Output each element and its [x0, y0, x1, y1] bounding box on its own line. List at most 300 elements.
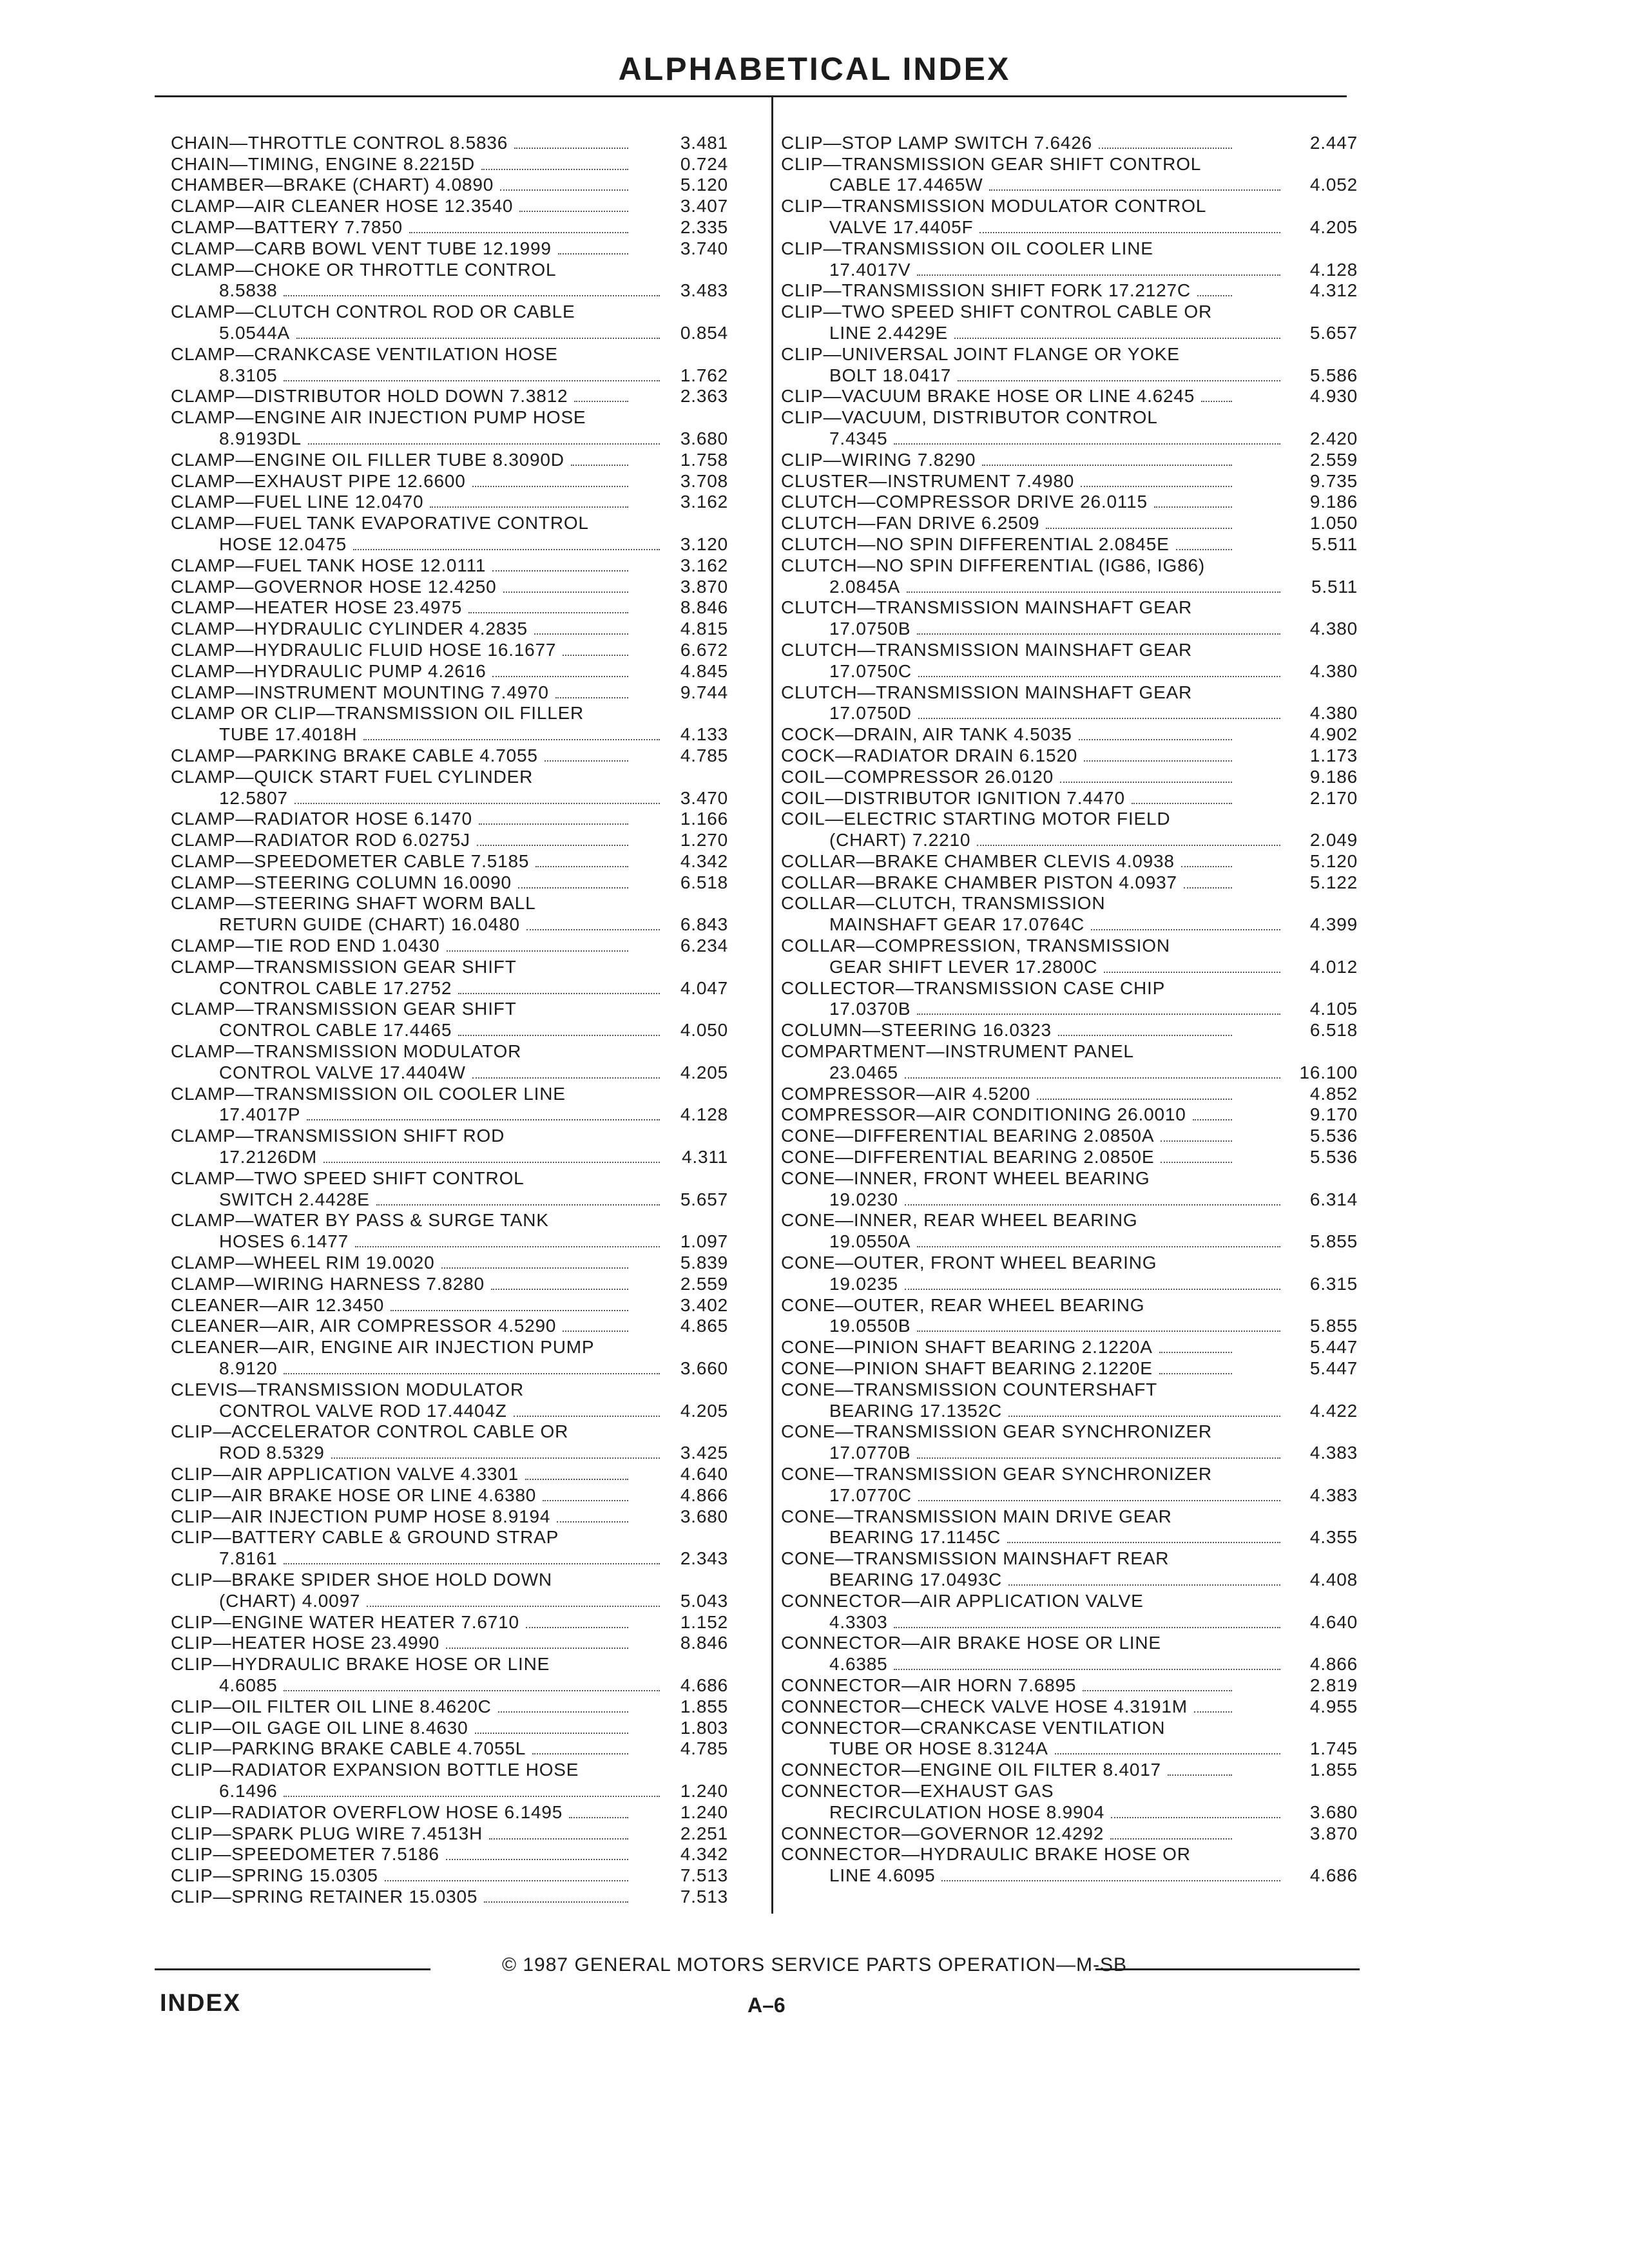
dot-leader	[514, 148, 628, 149]
index-entry	[171, 1822, 764, 1843]
index-entry-text-group	[171, 1866, 633, 1885]
dot-leader	[284, 1690, 660, 1691]
index-entry	[781, 1822, 1360, 1843]
dot-leader	[543, 1500, 628, 1501]
index-entry	[781, 702, 1360, 724]
index-entry-page-ref: 5.043	[680, 1590, 728, 1611]
index-entry-text: CONE—INNER, REAR WHEEL BEARING	[781, 1210, 1138, 1231]
index-entry-page-ref: 8.846	[680, 597, 728, 618]
index-entry	[171, 1590, 764, 1611]
index-entry-page-ref: 4.205	[680, 1062, 728, 1082]
index-entry-page-ref: 4.640	[1309, 1611, 1358, 1632]
index-entry-text: CLUTCH—TRANSMISSION MAINSHAFT GEAR	[781, 682, 1193, 702]
index-entry-text: CLAMP—FUEL TANK HOSE 12.0111	[171, 555, 487, 575]
index-entry-text-group	[781, 133, 1237, 153]
index-entry-text: BOLT 18.0417	[829, 365, 952, 385]
index-entry-text-group	[781, 1422, 1237, 1441]
index-entry	[781, 491, 1360, 512]
index-entry-text-group	[171, 1274, 633, 1294]
index-entry-page-ref: 2.049	[1309, 830, 1358, 850]
index-entry	[171, 554, 764, 575]
dot-leader	[500, 189, 628, 191]
index-entry-text: CLAMP OR CLIP—TRANSMISSION OIL FILLER	[171, 703, 584, 724]
index-entry-page-ref: 4.902	[1309, 724, 1358, 745]
index-entry-text-group	[171, 1782, 665, 1801]
index-entry-text-group	[171, 1211, 633, 1230]
index-entry-text: CONE—DIFFERENTIAL BEARING 2.0850E	[781, 1147, 1155, 1168]
index-entry-text-group	[171, 1824, 633, 1843]
index-entry-text-group	[781, 704, 1286, 723]
index-entry	[781, 343, 1360, 364]
index-entry-text-group	[171, 1232, 665, 1251]
index-entry	[171, 1357, 764, 1378]
index-entry-page-ref: 4.012	[1309, 956, 1358, 977]
index-entry-page-ref: 2.819	[1309, 1675, 1358, 1695]
index-entry	[781, 1695, 1360, 1716]
index-entry	[171, 533, 764, 554]
index-entry-page-ref: 9.735	[1309, 470, 1358, 491]
index-entry-page-ref: 4.205	[1309, 216, 1358, 237]
index-entry-text: CLAMP—INSTRUMENT MOUNTING 7.4970	[171, 682, 549, 702]
index-entry-text: CONNECTOR—CHECK VALVE HOSE 4.3191M	[781, 1696, 1188, 1716]
index-entry-text-group	[781, 1190, 1286, 1209]
dot-leader	[1201, 401, 1232, 402]
index-entry-text: 4.6385	[829, 1654, 888, 1675]
index-entry-text: CONE—OUTER, REAR WHEEL BEARING	[781, 1294, 1145, 1315]
index-entry	[171, 850, 764, 871]
dot-leader	[479, 823, 628, 825]
index-entry	[781, 554, 1360, 575]
index-entry-text-group	[171, 894, 633, 913]
index-entry-page-ref: 4.047	[680, 977, 728, 998]
index-entry-text-group	[171, 1359, 665, 1378]
index-entry-text-group	[781, 175, 1286, 195]
index-entry-page-ref: 3.708	[680, 470, 728, 491]
index-entry-text-group	[781, 1697, 1237, 1716]
dot-leader	[574, 401, 628, 402]
index-entry	[781, 977, 1360, 998]
index-entry	[781, 364, 1360, 385]
index-entry-text: 4.6085	[219, 1675, 278, 1695]
index-entry	[171, 1273, 764, 1294]
index-entry-text-group	[781, 640, 1237, 660]
dot-leader	[481, 169, 628, 170]
index-entry-page-ref: 4.383	[1309, 1443, 1358, 1463]
index-entry-text-group	[171, 1507, 633, 1526]
index-entry-text-group	[781, 239, 1237, 258]
index-entry-text: CLAMP—RADIATOR HOSE 6.1470	[171, 809, 472, 829]
index-entry-text: 7.4345	[829, 428, 888, 448]
index-entry-page-ref: 5.120	[1309, 850, 1358, 871]
index-entry-text: 17.4017P	[219, 1104, 301, 1125]
index-entry	[781, 131, 1360, 153]
index-entry-page-ref: 3.470	[680, 787, 728, 808]
index-entry-text-group	[171, 852, 633, 871]
index-entry	[171, 660, 764, 681]
index-entry-text: BEARING 17.1145C	[829, 1527, 1001, 1548]
index-entry-text-group	[171, 1739, 633, 1758]
index-entry-text-group	[781, 979, 1237, 998]
index-entry-text: CLAMP—TWO SPEED SHIFT CONTROL	[171, 1168, 525, 1188]
index-entry-page-ref: 1.803	[680, 1717, 728, 1738]
index-entry	[781, 787, 1360, 808]
copyright-notice: © 1987 GENERAL MOTORS SERVICE PARTS OPERATION—M-SB	[501, 1954, 1128, 1975]
dot-leader	[917, 1457, 1280, 1459]
index-entry-text: CLAMP—TRANSMISSION GEAR SHIFT	[171, 956, 517, 977]
header-rule	[155, 95, 1347, 97]
index-entry	[781, 1738, 1360, 1759]
index-entry-text-group	[781, 1063, 1286, 1082]
index-entry-text: CLAMP—GOVERNOR HOSE 12.4250	[171, 576, 497, 597]
dot-leader	[1193, 1119, 1232, 1120]
index-entry-text-group	[781, 1655, 1286, 1674]
dot-leader	[571, 465, 628, 466]
index-entry-text: CLIP—HYDRAULIC BRAKE HOSE OR LINE	[171, 1654, 550, 1675]
dot-leader	[518, 887, 628, 889]
index-entry-text-group	[171, 1760, 633, 1780]
index-entry	[781, 1336, 1360, 1357]
index-entry-text-group	[171, 1570, 633, 1590]
dot-leader	[492, 676, 628, 677]
dot-leader	[1046, 528, 1232, 529]
dot-leader	[907, 591, 1280, 593]
index-entry	[781, 1315, 1360, 1336]
index-entry	[781, 1061, 1360, 1082]
index-entry-text-group	[781, 1274, 1286, 1294]
index-entry-page-ref: 4.355	[1309, 1527, 1358, 1548]
index-entry-page-ref: 4.845	[680, 660, 728, 681]
index-entry-page-ref: 5.536	[1309, 1126, 1358, 1146]
dot-leader	[477, 845, 628, 846]
index-entry	[171, 1399, 764, 1421]
dot-leader	[1083, 1690, 1232, 1691]
dot-leader	[1159, 1352, 1232, 1353]
dot-leader	[918, 718, 1280, 719]
index-entry-text: CLIP—HEATER HOSE 23.4990	[171, 1633, 440, 1653]
index-entry-text-group	[171, 915, 665, 934]
index-entry-page-ref: 4.380	[1309, 619, 1358, 639]
index-entry-text: CLAMP—STEERING SHAFT WORM BALL	[171, 893, 536, 914]
index-entry-text: CLIP—SPARK PLUG WIRE 7.4513H	[171, 1823, 483, 1843]
index-entry	[781, 850, 1360, 871]
dot-leader	[323, 1162, 660, 1163]
index-entry-page-ref: 5.657	[680, 1189, 728, 1209]
index-entry	[171, 1441, 764, 1463]
index-entry-page-ref: 3.120	[680, 533, 728, 554]
dot-leader	[1181, 866, 1232, 867]
index-entry-page-ref: 1.166	[680, 809, 728, 829]
index-entry	[781, 1357, 1360, 1378]
index-entry-text: CONE—PINION SHAFT BEARING 2.1220E	[781, 1358, 1153, 1379]
index-entry	[781, 1019, 1360, 1040]
index-entry	[171, 448, 764, 470]
index-entry	[781, 470, 1360, 491]
index-entry-text: CONTROL CABLE 17.4465	[219, 1020, 452, 1041]
index-entry	[171, 153, 764, 174]
index-entry	[171, 617, 764, 639]
index-entry-text-group	[171, 1105, 665, 1124]
index-entry-text: CLIP—UNIVERSAL JOINT FLANGE OR YOKE	[781, 343, 1180, 364]
index-entry-text: 4.3303	[829, 1611, 888, 1632]
dot-leader	[363, 739, 660, 740]
index-entry-text-group	[781, 345, 1237, 364]
index-entry	[171, 131, 764, 153]
index-entry	[781, 1801, 1360, 1822]
index-entry	[781, 322, 1360, 343]
index-entry	[171, 237, 764, 258]
dot-leader	[1008, 1584, 1280, 1586]
index-entry-page-ref: 1.173	[1309, 745, 1358, 765]
index-entry-text-group	[171, 789, 665, 808]
index-entry	[781, 385, 1360, 407]
index-entry-page-ref: 3.680	[1309, 1802, 1358, 1822]
dot-leader	[1099, 148, 1232, 149]
index-entry	[781, 1484, 1360, 1505]
index-entry-page-ref: 4.686	[1309, 1865, 1358, 1886]
index-entry-text: LINE 4.6095	[829, 1865, 936, 1886]
index-entry-text: CONE—DIFFERENTIAL BEARING 2.0850A	[781, 1126, 1155, 1146]
index-entry-text: CONE—OUTER, FRONT WHEEL BEARING	[781, 1253, 1157, 1273]
dot-leader	[355, 1246, 660, 1247]
index-entry-page-ref: 16.100	[1299, 1062, 1358, 1082]
index-entry-text: HOSES 6.1477	[219, 1231, 349, 1252]
index-entry	[781, 533, 1360, 554]
dot-leader	[475, 1733, 628, 1734]
dot-leader	[284, 380, 660, 381]
index-entry	[781, 892, 1360, 914]
index-entry-text: 17.0370B	[829, 999, 911, 1019]
section-label: INDEX	[160, 1990, 242, 2017]
index-entry	[171, 1653, 764, 1674]
index-entry-text-group	[171, 1528, 633, 1547]
index-entry	[171, 1547, 764, 1568]
index-entry-text-group	[171, 450, 633, 470]
dot-leader	[1184, 887, 1232, 889]
index-entry-text-group	[781, 535, 1237, 554]
index-entry-text: CLAMP—TIE ROD END 1.0430	[171, 936, 440, 956]
index-entry-text-group	[781, 1613, 1286, 1632]
index-entry-text-group	[781, 1866, 1286, 1885]
dot-leader	[941, 1880, 1280, 1881]
index-entry-text: CLAMP—AIR CLEANER HOSE 12.3540	[171, 196, 514, 216]
index-entry-text-group	[171, 429, 665, 448]
index-entry	[171, 1843, 764, 1865]
index-entry-text-group	[171, 683, 633, 702]
index-entry-text: CLAMP—HEATER HOSE 23.4975	[171, 597, 463, 618]
dot-leader	[1111, 1817, 1280, 1818]
index-entry-text: CLIP—TRANSMISSION OIL COOLER LINE	[781, 238, 1153, 258]
dot-leader	[308, 443, 660, 445]
index-entry-text: CONE—PINION SHAFT BEARING 2.1220A	[781, 1337, 1153, 1358]
index-entry-text: CHAMBER—BRAKE (CHART) 4.0890	[171, 175, 494, 195]
index-entry-text: 8.5838	[219, 280, 278, 301]
index-entry	[781, 1611, 1360, 1632]
index-entry-text: RECIRCULATION HOSE 8.9904	[829, 1802, 1105, 1822]
index-entry	[781, 1294, 1360, 1315]
index-entry-text: COCK—DRAIN, AIR TANK 4.5035	[781, 724, 1072, 745]
index-entry-page-ref: 5.120	[680, 175, 728, 195]
index-entry-text-group	[171, 1465, 633, 1484]
index-entry-text: CLAMP—TRANSMISSION MODULATOR	[171, 1041, 522, 1062]
index-entry	[171, 1315, 764, 1336]
index-entry-text: CLAMP—FUEL LINE 12.0470	[171, 492, 424, 512]
dot-leader	[905, 1077, 1280, 1079]
index-entry-text-group	[781, 1380, 1237, 1399]
index-entry	[781, 1463, 1360, 1484]
index-entry	[171, 702, 764, 724]
index-entry	[781, 258, 1360, 280]
index-entry-text: CLIP—OIL FILTER OIL LINE 8.4620C	[171, 1696, 492, 1716]
index-entry-text-group	[781, 598, 1237, 617]
index-entry-text: BEARING 17.0493C	[829, 1569, 1003, 1590]
index-entry	[781, 174, 1360, 195]
index-entry-text: 19.0235	[829, 1273, 898, 1294]
page-number: A–6	[747, 1994, 786, 2017]
index-entry-page-ref: 2.335	[680, 216, 728, 237]
index-entry	[171, 1251, 764, 1273]
index-entry-page-ref: 1.050	[1309, 513, 1358, 533]
dot-leader	[390, 1310, 628, 1311]
index-entry-text: CLEANER—AIR 12.3450	[171, 1294, 385, 1315]
index-entry-text-group	[171, 281, 665, 300]
dot-leader	[526, 1627, 628, 1628]
index-entry-text-group	[171, 1253, 633, 1273]
index-entry-text: CHAIN—TIMING, ENGINE 8.2215D	[171, 153, 476, 174]
dot-leader	[519, 211, 628, 212]
index-entry-page-ref: 3.680	[680, 1506, 728, 1526]
index-entry	[781, 829, 1360, 850]
index-entry-text-group	[781, 957, 1286, 977]
index-entry-text-group	[781, 746, 1237, 765]
index-entry-page-ref: 3.425	[680, 1443, 728, 1463]
index-entry-text-group	[781, 429, 1286, 448]
index-entry-text-group	[781, 302, 1237, 322]
index-entry-page-ref: 3.162	[680, 555, 728, 575]
dot-leader	[917, 1014, 1280, 1015]
index-entry-text: CLAMP—WATER BY PASS & SURGE TANK	[171, 1210, 549, 1231]
index-entry-text: COIL—ELECTRIC STARTING MOTOR FIELD	[781, 809, 1171, 829]
dot-leader	[284, 1796, 660, 1797]
index-entry-text: CLAMP—TRANSMISSION GEAR SHIFT	[171, 999, 517, 1019]
index-entry	[171, 1801, 764, 1822]
index-entry-page-ref: 4.380	[1309, 703, 1358, 724]
index-entry-page-ref: 4.785	[680, 1738, 728, 1759]
dot-leader	[491, 1289, 628, 1290]
index-entry	[781, 1399, 1360, 1421]
index-entry-text: 19.0550A	[829, 1231, 911, 1252]
index-entry-text: CLIP—TRANSMISSION SHIFT FORK 17.2127C	[781, 280, 1191, 301]
index-entry	[171, 723, 764, 744]
index-entry-text: CLAMP—WIRING HARNESS 7.8280	[171, 1273, 485, 1294]
dot-leader	[1161, 1162, 1232, 1163]
index-entry	[171, 956, 764, 977]
index-entry-text-group	[171, 746, 633, 765]
index-entry-text-group	[171, 1676, 665, 1695]
index-entry-text: COLLECTOR—TRANSMISSION CASE CHIP	[781, 977, 1166, 998]
index-entry-text-group	[781, 514, 1237, 533]
index-entry-page-ref: 1.240	[680, 1780, 728, 1801]
index-entry-page-ref: 1.762	[680, 365, 728, 385]
index-entry-text-group	[781, 366, 1286, 385]
index-entry-text-group	[781, 1443, 1286, 1463]
index-entry-text: CLIP—SPEEDOMETER 7.5186	[171, 1844, 439, 1865]
index-entry-text-group	[781, 999, 1286, 1019]
dot-leader	[534, 633, 628, 635]
dot-leader	[367, 1606, 660, 1607]
index-entry	[171, 512, 764, 533]
index-entry	[171, 1632, 764, 1653]
index-entry-text-group	[171, 1296, 633, 1315]
index-entry-text: CONTROL VALVE ROD 17.4404Z	[219, 1400, 507, 1421]
index-entry	[781, 765, 1360, 787]
index-entry	[171, 195, 764, 216]
index-entry-text-group	[171, 1845, 633, 1864]
dot-leader	[905, 1289, 1280, 1290]
index-entry	[171, 1484, 764, 1505]
index-entry-text-group	[781, 155, 1237, 174]
index-entry-text-group	[781, 1296, 1237, 1315]
index-entry-text: CLUTCH—COMPRESSOR DRIVE 26.0115	[781, 492, 1148, 512]
index-entry-page-ref: 5.839	[680, 1253, 728, 1273]
index-entry-page-ref: 4.052	[1309, 175, 1358, 195]
dot-leader	[557, 1521, 628, 1523]
index-entry-text: CLAMP—PARKING BRAKE CABLE 4.7055	[171, 745, 538, 765]
dot-leader	[894, 1669, 1280, 1670]
index-entry-text-group	[171, 472, 633, 491]
index-entry	[171, 998, 764, 1019]
index-entry	[171, 174, 764, 195]
index-entry	[171, 1230, 764, 1251]
dot-leader	[409, 232, 628, 233]
index-entry	[781, 597, 1360, 618]
index-entry	[781, 1653, 1360, 1674]
index-entry-text: 17.0770B	[829, 1443, 911, 1463]
index-entry-text-group	[171, 831, 633, 850]
index-entry-text: CLAMP—TRANSMISSION SHIFT ROD	[171, 1126, 505, 1146]
index-entry-text-group	[171, 873, 633, 892]
index-entry-text: COLUMN—STEERING 16.0323	[781, 1020, 1052, 1041]
dot-leader	[917, 1331, 1280, 1332]
index-entry-page-ref: 4.422	[1309, 1400, 1358, 1421]
index-entry-page-ref: 9.170	[1309, 1104, 1358, 1125]
index-entry-text: CLIP—RADIATOR OVERFLOW HOSE 6.1495	[171, 1802, 563, 1822]
index-entry	[171, 681, 764, 702]
index-entry-text-group	[171, 1338, 633, 1357]
index-entry	[781, 871, 1360, 892]
index-entry-text: CLIP—TRANSMISSION GEAR SHIFT CONTROL	[781, 153, 1202, 174]
dot-leader	[918, 1500, 1280, 1501]
dot-leader	[294, 803, 660, 804]
index-entry	[171, 639, 764, 660]
index-entry-text: (CHART) 4.0097	[219, 1590, 361, 1611]
index-entry	[171, 1104, 764, 1125]
index-entry-text-group	[171, 1591, 665, 1611]
dot-leader	[1154, 506, 1232, 508]
index-entry-text: CONE—TRANSMISSION MAIN DRIVE GEAR	[781, 1506, 1172, 1526]
index-entry	[781, 1864, 1360, 1885]
index-entry-text-group	[781, 1570, 1286, 1590]
dot-leader	[484, 1901, 628, 1903]
index-entry	[171, 913, 764, 934]
index-entry-page-ref: 5.122	[1309, 872, 1358, 892]
index-entry-page-ref: 4.105	[1309, 999, 1358, 1019]
index-entry-text: SWITCH 2.4428E	[219, 1189, 370, 1209]
index-entry-text: CONE—TRANSMISSION MAINSHAFT REAR	[781, 1548, 1170, 1569]
dot-leader	[563, 655, 628, 656]
index-entry	[171, 322, 764, 343]
index-entry-text-group	[171, 1042, 633, 1061]
index-entry-text-group	[171, 133, 633, 153]
